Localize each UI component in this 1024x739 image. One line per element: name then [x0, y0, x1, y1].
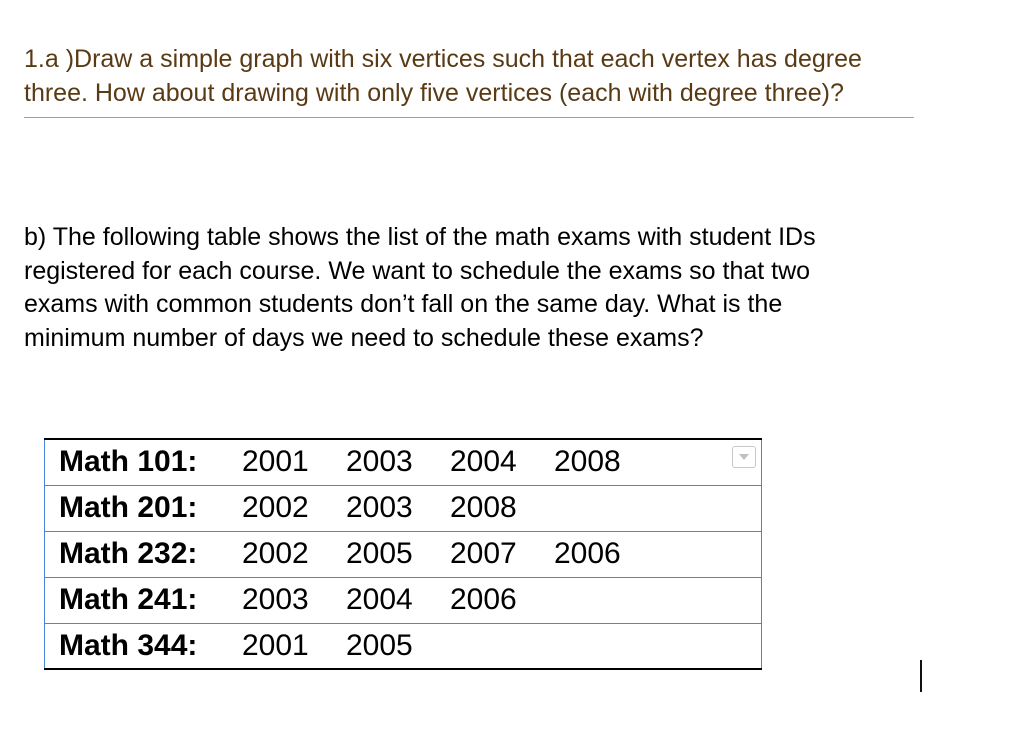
student-id: [554, 623, 658, 669]
table-row: [45, 485, 762, 531]
student-id: 2007: [450, 537, 517, 570]
student-id: 2002: [242, 491, 309, 524]
student-id: 2001: [242, 445, 309, 479]
student-id: 2002: [242, 537, 309, 570]
course-name: Math 344:: [59, 628, 198, 662]
question-b-line-3: exams with common students don’t fall on the same day. What is the: [24, 290, 783, 318]
table-row: [45, 531, 762, 577]
student-id: [554, 577, 658, 623]
exam-table: [44, 438, 762, 670]
question-b-line-2: registered for each course. We want to schedule the exams so that two: [24, 256, 811, 285]
course-name: Math 232:: [59, 537, 198, 570]
course-name: Math 101:: [59, 445, 198, 479]
table-cell-empty: [658, 623, 762, 669]
student-id: 2003: [346, 491, 413, 524]
text-cursor-icon: [920, 660, 922, 692]
question-a-line-2: three. How about drawing with only five vertices (each with degree three)?: [24, 79, 844, 107]
student-id: 2008: [554, 445, 621, 479]
student-id: [554, 485, 658, 531]
table-cell-empty: [658, 485, 762, 531]
student-id: 2004: [346, 583, 413, 616]
table-row: [45, 439, 762, 485]
student-id: 2004: [450, 445, 517, 479]
student-id: [450, 623, 554, 669]
chevron-down-icon[interactable]: [732, 446, 756, 468]
question-a: [24, 42, 914, 110]
table-cell-empty: [658, 577, 762, 623]
student-id: 2006: [554, 537, 621, 570]
student-id: 2003: [242, 583, 309, 616]
course-name: Math 241:: [59, 583, 198, 616]
course-name: Math 201:: [59, 491, 198, 524]
question-a-underline: [24, 117, 914, 118]
student-id: 2003: [346, 445, 413, 479]
question-a-line-1: 1.a )Draw a simple graph with six vertices such that each vertex has degree: [24, 45, 862, 73]
table-row: [45, 623, 762, 669]
table-cell-empty: [658, 531, 762, 577]
question-b-line-4: minimum number of days we need to schedule these exams?: [24, 323, 704, 352]
table-row: [45, 577, 762, 623]
student-id: 2005: [346, 537, 413, 570]
student-id: 2006: [450, 583, 517, 616]
question-b-line-1: b) The following table shows the list of the math exams with student IDs: [24, 223, 816, 251]
student-id: 2008: [450, 491, 517, 524]
student-id: 2005: [346, 628, 413, 662]
question-b: [24, 221, 924, 355]
student-id: 2001: [242, 628, 309, 662]
